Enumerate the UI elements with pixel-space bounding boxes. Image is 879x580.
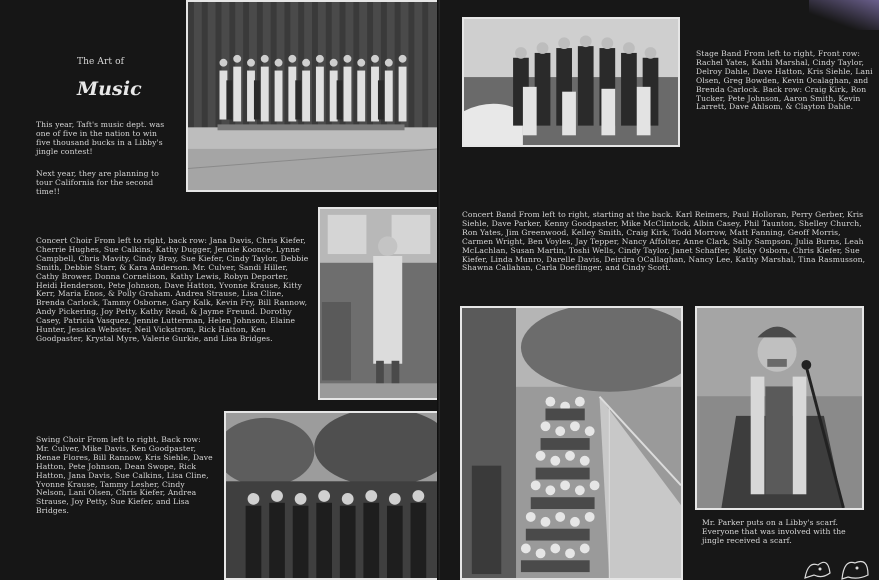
intro-paragraph-1: This year, Taft's music dept. was one of five in the nation to win five thousand bucks in a Libby's jingle contest! (36, 120, 165, 156)
swing-choir-caption: Swing Choir From left to right, Back row: Mr. Culver, Mike Davis, Ken Goodpaster, Renae Flores, Bill Rannow, Kris Siehle, Dave Hatton, Pete Johnson, Dean Swope, Rick Hatton, Jana Davis, Sue Calkins, Lisa Cline, Yvonne Krause, Tammy Lesher, Cindy Nelson, Lani Olsen, Chris Kiefer, Andrea Strause, Joy Petty, Sue Kiefer, and Lisa Bridges. (36, 435, 213, 516)
director-image (320, 209, 438, 398)
choir-stage-image (188, 2, 438, 190)
concert-band-image (462, 308, 681, 578)
concert-choir-caption: Concert Choir From left to right, back row: Jana Davis, Chris Kiefer, Cherrie Hughes, Sue Calkins, Kathy Dugger, Jennie Koonce, Lynne Campbell, Chris Mavity, Cindy Bray, Sue Kiefer, Cindy Taylor, Debbie Smith, Debbie Starr, & Kara Anderson. Mr. Culver, Sandi Hiller, Cathy Brower, Donna Cornelison, Kathy Lewis, Robyn Deporter, Heidi Henderson, Pete Johnson, Dave Hatton, Yvonne Krause, Kitty Kerr, Maria Enos, & Polly Graham. Andrea Strause, Lisa Cline, Brenda Carlock, Tammy Osborne, Gary Kalk, Kevin Fry, Bill Rannow, Andy Pickering, Joy Petty, Kathy Read, & Jayme Freund. Dorothy Casey, Patricia Vasquez, Jennie Lutterman, Helen Johnson, Elaine Hunter, Jessica Webster, Neil Vickstrom, Rick Hatton, Ken Goodpaster, Krystal Myre, Valerie Gurkie, and Lisa Bridges. (36, 236, 309, 343)
parker-caption: Mr. Parker puts on a Libby's scarf. Everyone that was involved with the jingle received a scarf. (702, 518, 846, 545)
page-corner-tint (809, 0, 879, 30)
photo-stage-band (462, 17, 680, 147)
decorative-doodle-icon (800, 553, 875, 580)
photo-swing-choir (224, 411, 440, 580)
right-page (440, 0, 879, 580)
photo-choir-director (318, 207, 440, 400)
photo-concert-band (460, 306, 683, 580)
stage-band-caption: Stage Band From left to right, Front row: Rachel Yates, Kathi Marshal, Cindy Taylor, Delroy Dahle, Dave Hatton, Kris Siehle, Lani Olsen, Greg Bowden, Kevin Ocalaghan, and Brenda Carlock. Back row: Craig Kirk, Ron Tucker, Pete Johnson, Aaron Smith, Kevin Larrett, Dave Ahlsom, & Clayton Dahle. (696, 49, 873, 112)
photo-choir-on-stage (186, 0, 440, 192)
stage-band-image (464, 19, 678, 145)
mr-parker-image (697, 308, 862, 508)
intro-paragraph-2: Next year, they are planning to tour California for the second time!! (36, 169, 159, 196)
photo-mr-parker-scarf (695, 306, 864, 510)
concert-band-caption: Concert Band From left to right, starting at the back. Karl Reimers, Paul Holloran, Perry Gerber, Kris Siehle, Dave Parker, Kenny Goodpaster, Mike McClintock, Albin Casey, Phil Taunton, Shelley Church, Ron Yates, Jim Greenwood, Kelley Smith, Craig Kirk, Todd Morrow, Matt Fanning, Geoff Morris, Carmen Wright, Ben Voyles, Jay Tepper, Nancy Affolter, Anne Clark, Sally Sampson, Julia Burns, Leah McLachlan, Susan Martin, Toshi Wells, Cindy Taylor, Janet Schaffer, Micky Osborn, Chris Kiefer, Sue Kiefer, Linda Munro, Darelle Davis, Deirdra OCallaghan, Nancy Lee, Kathy Marshal, Tina Rasmusson, Shawna Callahan, Carla Doeflinger, and Cindy Scott. (462, 210, 866, 273)
page-title: Music (77, 78, 142, 100)
swing-choir-image (226, 413, 438, 578)
heading-small: The Art of (77, 57, 125, 67)
